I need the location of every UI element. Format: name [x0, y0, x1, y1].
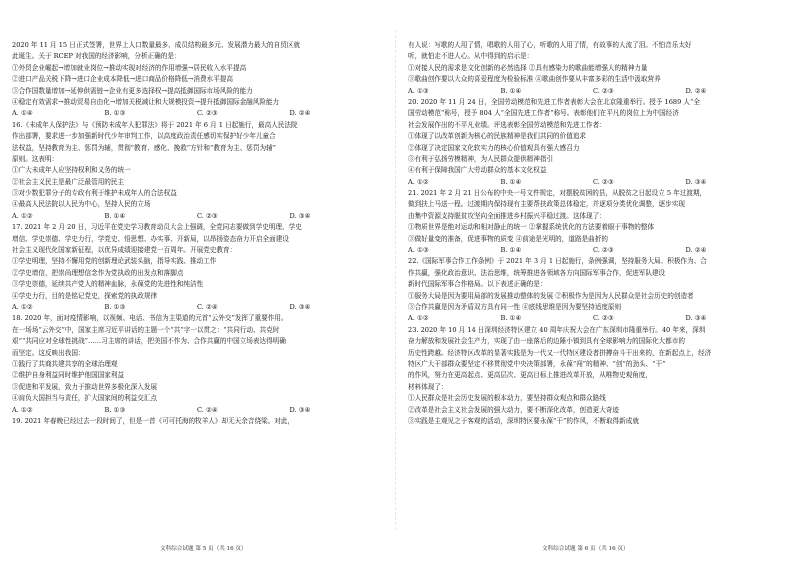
option-d: D. ③④ — [685, 314, 707, 323]
q16-line: ④最高人民法院以人民为中心，坚持人民的立场 — [12, 200, 151, 209]
option-c: C. ②③ — [593, 177, 614, 186]
q17-line: ③学史崇德，延续共产党人的精神血脉，永葆党的先进性和纯洁性 — [12, 280, 204, 289]
q18-line: 18. 2020 年，面对疫情影响，以视频、电话、书信为主渠道的元首“云外交”发挥了重要作用。 — [12, 314, 288, 323]
q20-line: ②体现了决定国家文化软实力的核心价值观具有强大感召力 — [408, 143, 580, 152]
option-b: B. ①③ — [104, 109, 126, 118]
q16-block — [12, 120, 382, 223]
q16-options — [12, 211, 382, 222]
q15-options — [12, 108, 382, 119]
q21-line: 由集中资源支持脱贫攻坚向全面推进乡村振兴平稳过渡。这体现了： — [408, 211, 606, 220]
q20-options — [408, 177, 778, 188]
q21-line: ①物质世界是绝对运动和相对静止的统一 ②掌握系统优化的方法要着眼于事物的整体 — [408, 223, 655, 232]
option-c: C. ②③ — [593, 314, 614, 323]
q17-options — [12, 302, 382, 313]
q17-line: 17. 2021 年 2 月 20 日，习近平在党史学习教育动员大会上强调，全党同志要做到学史明理、学史 — [12, 223, 302, 232]
q22-block — [408, 256, 778, 324]
q18-line: ③促进和平发展，致力于推动世界多极化深入发展 — [12, 382, 158, 391]
q21-line: 做到扶上马送一程。过渡期内保持现有主要帮扶政策总体稳定，并逐项分类优化调整，逐步实现 — [408, 200, 685, 209]
q23-line: 的作风，努力在更高起点、更高层次、更高目标上推进改革开放，从唯物史观角度， — [408, 371, 652, 380]
q17-line: ④学史力行，目的是铭记党史，探索党的执政规律 — [12, 291, 158, 300]
q23-line: 材料体现了： — [408, 382, 448, 391]
q22-options — [408, 313, 778, 324]
q16-line: 法权益，坚持教育为主、惩罚为辅，贯彻“教育、感化、挽救”方针和“教育为主、惩罚为辅” — [12, 143, 277, 152]
q18-line: 在一场场“云外交”中，国家主席习近平讲话的主题一个“共”字一以贯之：“共同行动、共克时 — [12, 325, 280, 334]
option-d: D. ③④ — [289, 211, 311, 220]
q17-line: ①学史明理，坚持不懈用党的创新理论武装头脑，指导实践、推动工作 — [12, 257, 217, 266]
q18-block — [12, 313, 382, 416]
option-b: B. ①④ — [500, 177, 522, 186]
q16-line: 作出部署，要求进一步加强新时代少年审判工作，以高度政治责任感切实保护好少年儿童合 — [12, 132, 276, 141]
q18-line: ②维护自身利益同时维护他国国家利益 — [12, 371, 125, 380]
q17-line: ②学史增信，把崇尚理想信念作为党执政的出发点和落脚点 — [12, 268, 184, 277]
option-b: B. ①③ — [104, 302, 126, 311]
q22-line: 22.《国际军事合作工作条例》于 2021 年 3 月 1 日起施行，条例强调，坚持服务大局、积极作为、合 — [408, 257, 707, 266]
option-a: A. ①③ — [408, 246, 429, 255]
option-a: A. ①② — [12, 405, 33, 414]
q15-line: ④稳定有效需求→推动贸易自由化→增加关税减让和大规模投资→提升抵御国际金融风险能力 — [12, 97, 280, 106]
option-a: A. ①② — [12, 302, 33, 311]
option-a: A. ①③ — [408, 86, 429, 95]
q21-line: ③做好量变的准备，促进事物的质变 ④前途是光明的，道路是曲折的 — [408, 234, 608, 243]
q19-line: 19. 2021 年春晚已经过去一段时间了，但是一首《可可托海的牧羊人》却无天余音绕梁。对此， — [12, 416, 295, 425]
q17-line: 增信、学史崇德、学史力行，学党史、悟思想、办实事、开新局，以昂扬姿态奋力开启全面建设 — [12, 234, 289, 243]
q23-line: 23. 2020 年 10 月 14 日深圳经济特区建立 40 周年庆祝大会在广东深圳市隆重举行。40 年来，深圳 — [408, 325, 706, 334]
option-a: A. ①② — [408, 177, 429, 186]
q23-line: 特区广大干部群众要坚定不移贯彻党中央决策部署，永葆“闯”的精神、“创”的劲头、“干” — [408, 359, 666, 368]
page-footer-left: 文科综合试题 第 5 页（共 16 页） — [160, 546, 247, 552]
option-d: D. ③④ — [685, 177, 707, 186]
q20-line: 社会发展作出的不平凡业绩。评选表彰全国劳动模范和先进工作者： — [408, 120, 606, 129]
option-b: B. ①④ — [500, 86, 522, 95]
option-b: B. ①④ — [500, 246, 522, 255]
q23-block — [408, 325, 778, 428]
option-c: C. ②③ — [197, 109, 218, 118]
q15-block — [12, 40, 382, 120]
q22-line: ③合作共赢是因为矛盾双方具有同一性 ④底线思维是因为要坚持适度原则 — [408, 302, 622, 311]
q19-line: ①对接人民的需求是文化创新的必然选择 ②具有感染力的歌曲能增强人的精神力量 — [408, 63, 648, 72]
q18-line: 艰”“共同应对全球性挑战”……习主席的讲话，把美国不作为、合作共赢的中国立场表达得明确 — [12, 337, 286, 346]
q16-line: ①广大未成年人应坚持权利和义务的统一 — [12, 166, 131, 175]
q22-line: 作共赢，强化政治意识、法治思维，统筹推进各领域各方向国际军事合作，促进军队建设 — [408, 268, 666, 277]
option-d: D. ②④ — [289, 109, 311, 118]
option-a: A. ①② — [408, 314, 429, 323]
q16-line: ③对少数犯罪分子的专政有利于维护未成年人的合法权益 — [12, 189, 177, 198]
q22-line: ①服务大局是因为要用局部的发展推动整体的发展 ②积极作为是因为人民群众是社会历史的创造者 — [408, 291, 694, 300]
option-b: B. ①④ — [104, 211, 126, 220]
option-c: C. ②③ — [197, 211, 218, 220]
q18-line: ④肩负大国担当与责任，扩大国家间的利益交汇点 — [12, 394, 158, 403]
q23-line: ③实践是主观见之于客观的活动，深圳特区要永葆“干”的作风，不断取得新成就 — [408, 416, 639, 425]
option-d: D. ②④ — [685, 86, 707, 95]
option-c: C. ②③ — [593, 246, 614, 255]
q23-line: 奋力解放和发展社会生产力，实现了由一座落后的边陲小镇到具有全球影响力的国际化大都市的 — [408, 337, 685, 346]
option-d: D. ③④ — [289, 302, 311, 311]
q18-line: ①践行了共商共建共享的全球治理观 — [12, 359, 118, 368]
q19-line: ③歌曲创作要以大众的喜爱程度为检验标准 ④歌曲创作要从丰富多彩的生活中汲取营养 — [408, 75, 661, 84]
q20-line: 国劳动模范”称号，授予 804 人“全国先进工作者”称号。表彰他们在平凡的岗位上为中国经济 — [408, 109, 679, 118]
page-footer-right: 文科综合试题 第 6 页（共 16 页） — [542, 546, 629, 552]
page-gutter — [395, 30, 396, 530]
option-c: C. ②④ — [197, 405, 218, 414]
q20-line: ①体现了以改革创新为核心的民族精神是我们共同的价值追求 — [408, 132, 587, 141]
q22-line: 新时代国际军事合作格局。以下表述正确的是： — [408, 280, 547, 289]
q19-line: 有人说：写歌的人用了情，唱歌的人用了心，听歌的人用了情，有故事的人流了泪。不怕音乐太好 — [408, 41, 692, 49]
option-a: A. ①② — [12, 211, 33, 220]
q19-line: 听，就怕走不进人心。从中得到的启示是： — [408, 52, 534, 61]
option-a: A. ①④ — [12, 109, 33, 118]
q15-line: ②进口产品关税下降→进口企业成本降低→进口商品价格降低→消费水平提高 — [12, 75, 233, 84]
option-d: D. ③④ — [289, 405, 311, 414]
q23-line: 历史性跨越。经济特区改革的显著实践是为一代又一代特区建设者拼搏奋斗干出来的，在新起点上，经济 — [408, 348, 712, 357]
q19-continued-block — [408, 40, 778, 97]
q21-options — [408, 245, 778, 256]
q15-line: 此诞生。关于 RCEP 对我国的经济影响，分析正确的是： — [12, 52, 181, 61]
q20-line: ④有利于保障我国广大劳动群众的基本文化权益 — [408, 166, 547, 175]
q21-line: 21. 2021 年 2 月 21 日公布的中央一号文件规定，对摆脱贫困的县，从脱贫之日起设立 5 年过渡期， — [408, 189, 707, 198]
left-column — [12, 40, 382, 427]
q16-line: ②社会主义民主是最广泛最管用的民主 — [12, 177, 125, 186]
q15-line: ③合作国数量增加→延伸供需链→企业有更多选择权→提高抵御国际市场风险的能力 — [12, 86, 253, 95]
q17-block — [12, 222, 382, 313]
q20-line: 20. 2020 年 11 月 24 日，全国劳动模范和先进工作者表彰大会在北京隆重举行。授予 1689 人“全 — [408, 97, 700, 106]
q16-line: 原则。这表明： — [12, 154, 59, 163]
q17-line: 社会主义现代化国家新征程，以优异成绩迎接建党一百周年。开展党史教育： — [12, 246, 237, 255]
q23-line: ②改革是社会主义社会发展的强大动力，要不断深化改革，创造更大奇迹 — [408, 405, 619, 414]
option-c: C. ②④ — [197, 302, 218, 311]
right-column — [408, 40, 778, 427]
q23-line: ①人民群众是社会历史发展的根本动力，要坚持群众观点和群众路线 — [408, 394, 606, 403]
q16-line: 16.《未成年人保护法》与《预防未成年人犯罪法》将于 2021 年 6 月 1 日起施行，最高人民法院 — [12, 120, 298, 129]
q20-block — [408, 97, 778, 188]
option-d: D. ②④ — [685, 246, 707, 255]
q20-line: ③有利于弘扬劳模精神，为人民群众提供精神指引 — [408, 154, 554, 163]
q18-line: 而坚定。这反映出我国： — [12, 348, 85, 357]
q15-line: ①外贸企业崛起→增加就业岗位→推动实现对经济的作用增强→居民收入水平提高 — [12, 63, 247, 72]
option-b: B. ①③ — [104, 405, 126, 414]
q19-options — [408, 86, 778, 97]
q18-options — [12, 405, 382, 416]
q21-block — [408, 188, 778, 256]
option-b: B. ①④ — [500, 314, 522, 323]
q15-line: 2020 年 11 月 15 日正式签署，世界上人口数量最多、成员结构最多元、发展潜力最大的自贸区就 — [12, 41, 301, 49]
option-c: C. ②③ — [593, 86, 614, 95]
q19-block — [12, 416, 382, 427]
